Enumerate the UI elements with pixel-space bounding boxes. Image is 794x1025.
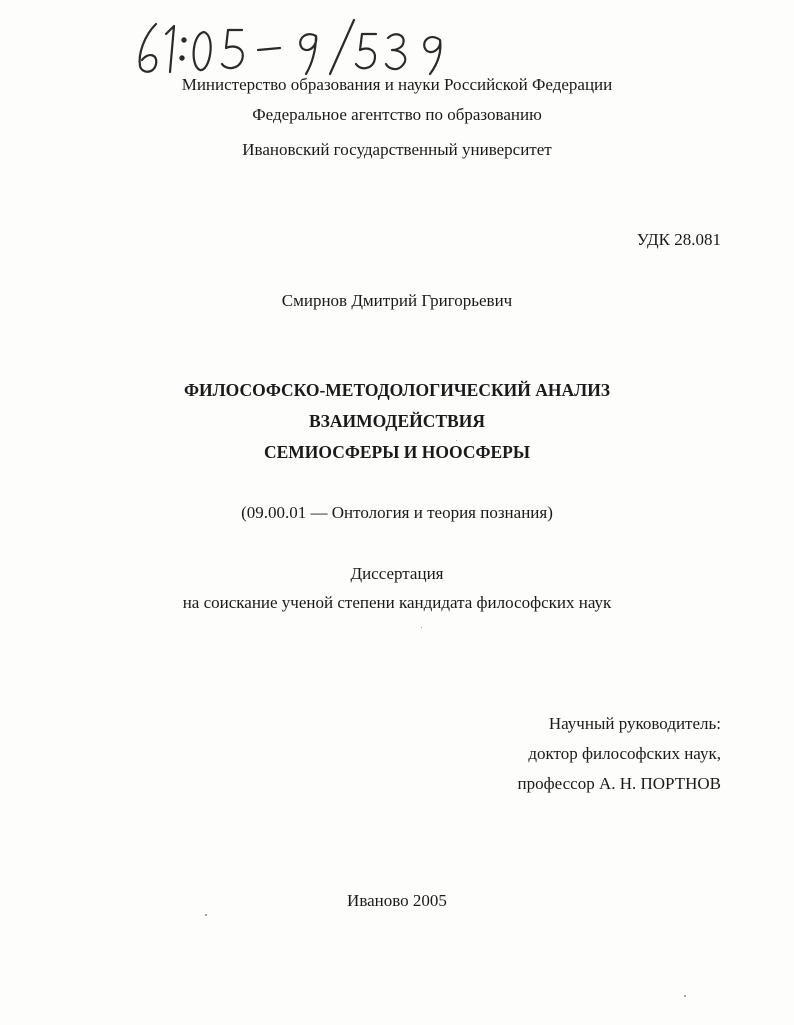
university-name: Ивановский государственный университет — [242, 140, 552, 159]
agency-name: Федеральное агентство по образованию — [252, 105, 542, 124]
author-name: Смирнов Дмитрий Григорьевич — [281, 291, 513, 310]
scan-speck — [421, 627, 422, 628]
scan-speck — [205, 914, 207, 916]
title-line-3: СЕМИОСФЕРЫ И НООСФЕРЫ — [263, 442, 531, 462]
title-line-1: ФИЛОСОФСКО-МЕТОДОЛОГИЧЕСКИЙ АНАЛИЗ — [183, 380, 611, 400]
ministry-name: Министерство образования и науки Российской Федерации — [181, 75, 613, 94]
specialty: (09.00.01 — Онтология и теория познания) — [241, 503, 553, 522]
handwritten-archive-number — [130, 14, 460, 78]
scan-speck — [456, 440, 457, 441]
degree-type: Диссертация — [350, 564, 444, 583]
title-line-2: ВЗАИМОДЕЙСТВИЯ — [309, 411, 485, 431]
degree-purpose: на соискание ученой степени кандидата философских наук — [182, 593, 612, 612]
scan-speck — [684, 995, 686, 997]
place-year: Иваново 2005 — [347, 891, 447, 910]
supervisor-name: профессор А. Н. ПОРТНОВ — [517, 774, 721, 793]
supervisor-label: Научный руководитель: — [548, 714, 721, 733]
udc-code: УДК 28.081 — [636, 230, 721, 249]
supervisor-degree: доктор философских наук, — [528, 744, 721, 763]
